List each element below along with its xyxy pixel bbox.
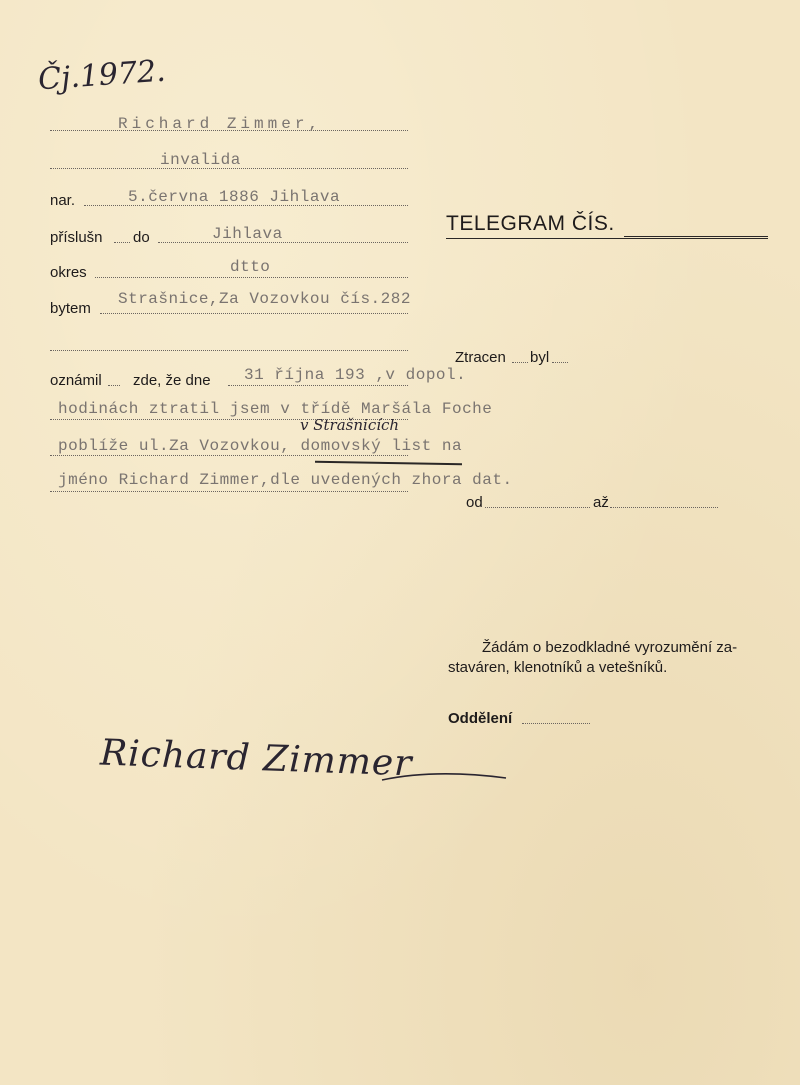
- report-line-3: [50, 455, 408, 456]
- until-line: [610, 507, 718, 508]
- telegram-underline: [446, 238, 768, 239]
- label-reported: oznámil: [50, 372, 102, 389]
- telegram-title: TELEGRAM ČÍS.: [446, 212, 615, 235]
- person-district: dtto: [230, 258, 271, 276]
- report-underline: [315, 461, 462, 466]
- label-district: okres: [50, 264, 87, 281]
- label-from: od: [466, 494, 483, 511]
- reference-number: Čj.1972.: [36, 53, 167, 98]
- label-department: Oddělení: [448, 710, 513, 727]
- reported-line: [108, 385, 120, 386]
- report-date: 31 října 193 ,v dopol.: [244, 366, 467, 384]
- label-lost: Ztracen: [455, 349, 506, 366]
- from-line: [485, 507, 590, 508]
- person-occupation: invalida: [160, 151, 241, 169]
- department-line: [522, 723, 590, 724]
- label-belonging: příslušn: [50, 229, 103, 246]
- lost-line-b: [552, 362, 568, 363]
- signature: Richard Zimmer: [99, 732, 414, 785]
- report-line-3-text: poblíže ul.Za Vozovkou, domovský list na: [58, 437, 463, 455]
- person-name: Richard Zimmer,: [118, 115, 323, 133]
- label-residence: bytem: [50, 300, 91, 317]
- label-was: byl: [530, 349, 550, 366]
- telegram-number-line: [624, 236, 768, 237]
- request-line-2: staváren, klenotníků a vetešníků.: [448, 659, 668, 676]
- domicile-line: [158, 242, 408, 243]
- district-line: [95, 277, 408, 278]
- person-domicile: Jihlava: [212, 225, 283, 243]
- signature-flourish: [380, 768, 510, 788]
- label-born: nar.: [50, 192, 76, 209]
- date-line: [228, 385, 408, 386]
- label-to: do: [133, 229, 150, 246]
- lost-line-a: [512, 362, 528, 363]
- blank-line: [50, 350, 408, 351]
- label-here-that-on: zde, že dne: [133, 372, 211, 389]
- report-insertion: v Strašnicích: [300, 416, 400, 434]
- report-line-4: [50, 491, 408, 492]
- person-birth: 5.června 1886 Jihlava: [128, 188, 341, 206]
- report-line-4-text: jméno Richard Zimmer,dle uvedených zhora dat.: [58, 471, 513, 489]
- label-until: až: [593, 494, 609, 511]
- request-line-1: Žádám o bezodkladné vyrozumění za-: [482, 639, 738, 656]
- residence-line: [100, 313, 408, 314]
- report-line-2-text: hodinách ztratil jsem v třídě Maršála Foche: [58, 400, 493, 418]
- belonging-line: [114, 242, 130, 243]
- person-residence: Strašnice,Za Vozovkou čís.282: [118, 290, 411, 308]
